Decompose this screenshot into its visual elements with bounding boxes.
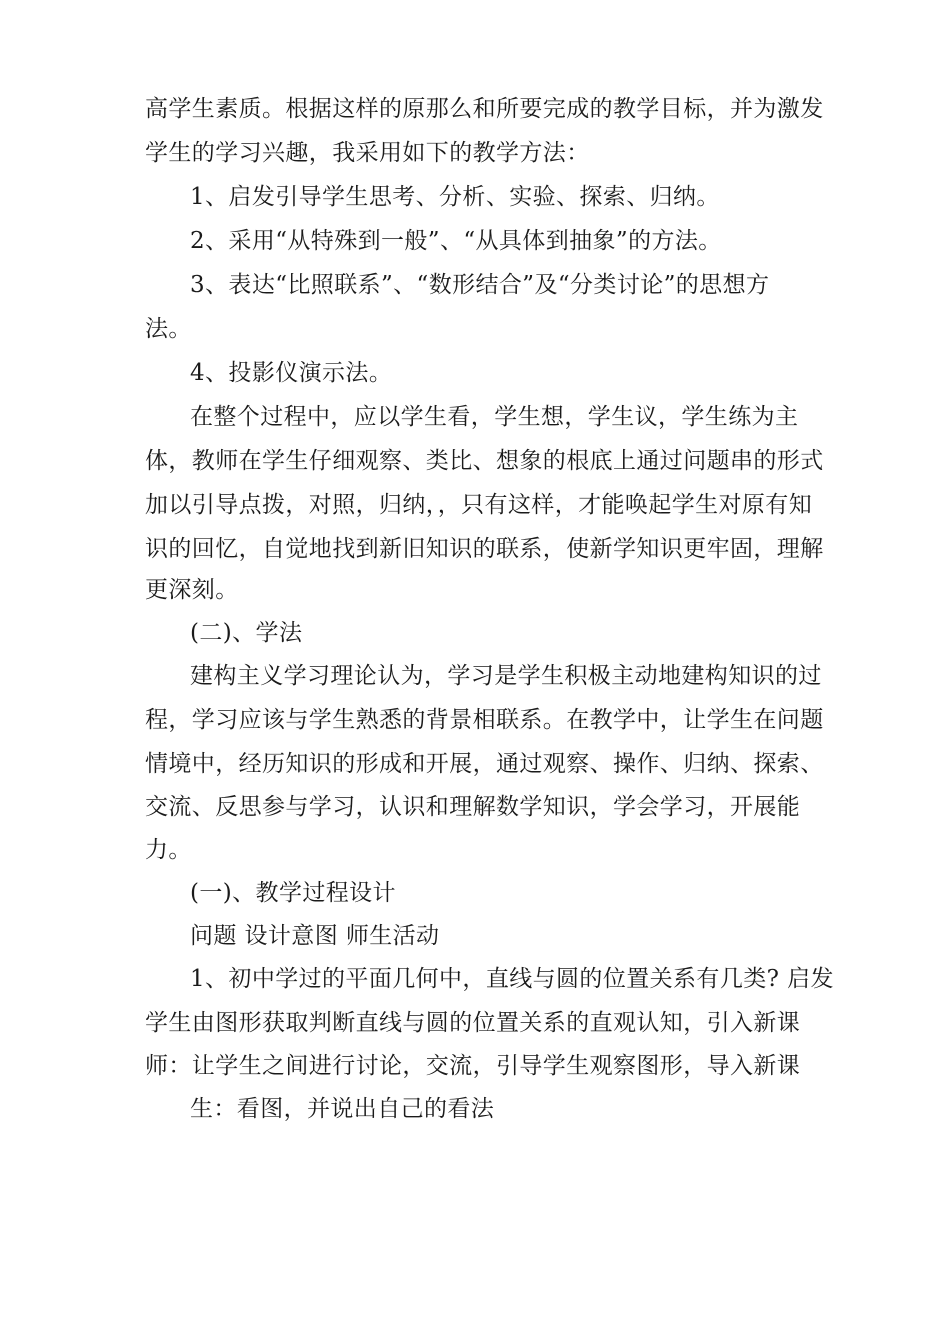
- paragraph-line: 更深刻。: [145, 577, 239, 603]
- list-item-special-to-general: 2、采用“从特殊到一般”、“从具体到抽象”的方法。: [190, 228, 722, 254]
- list-item-thinking-methods: 3、表达“比照联系”、“数形结合”及“分类讨论”的思想方: [190, 272, 770, 298]
- paragraph-line: 体，教师在学生仔细观察、类比、想象的根底上通过问题串的形式: [145, 448, 824, 474]
- paragraph-line: 法。: [145, 316, 192, 342]
- table-header-line: 问题 设计意图 师生活动: [190, 923, 440, 949]
- section-heading-process-design: (一)、教学过程设计: [190, 880, 396, 906]
- paragraph-line: 生：看图，并说出自己的看法: [190, 1096, 495, 1122]
- list-item-projector: 4、投影仪演示法。: [190, 360, 393, 386]
- paragraph-line: 师：让学生之间进行讨论，交流，引导学生观察图形，导入新课: [145, 1053, 801, 1079]
- paragraph-line: 力。: [145, 837, 192, 863]
- paragraph-line: 加以引导点拨，对照，归纳，，只有这样，才能唤起学生对原有知: [145, 492, 813, 518]
- paragraph-line: 1、初中学过的平面几何中，直线与圆的位置关系有几类? 启发: [190, 966, 834, 992]
- paragraph-line: 识的回忆，自觉地找到新旧知识的联系，使新学知识更牢固，理解: [145, 536, 824, 562]
- paragraph-line: 建构主义学习理论认为，学习是学生积极主动地建构知识的过: [190, 663, 822, 689]
- list-item-heuristic: 1、启发引导学生思考、分析、实验、探索、归纳。: [190, 184, 720, 210]
- paragraph-line: 在整个过程中，应以学生看，学生想，学生议，学生练为主: [190, 404, 799, 430]
- paragraph-line: 程，学习应该与学生熟悉的背景相联系。在教学中，让学生在问题: [145, 707, 824, 733]
- section-heading-study-method: (二)、学法: [190, 620, 303, 646]
- paragraph-line: 情境中，经历知识的形成和开展，通过观察、操作、归纳、探索、: [145, 751, 824, 777]
- paragraph-line: 交流、反思参与学习，认识和理解数学知识，学会学习，开展能: [145, 794, 801, 820]
- paragraph-line: 学生的学习兴趣，我采用如下的教学方法：: [145, 140, 590, 166]
- paragraph-line: 高学生素质。根据这样的原那么和所要完成的教学目标，并为激发: [145, 96, 824, 122]
- paragraph-line: 学生由图形获取判断直线与圆的位置关系的直观认知，引入新课: [145, 1010, 801, 1036]
